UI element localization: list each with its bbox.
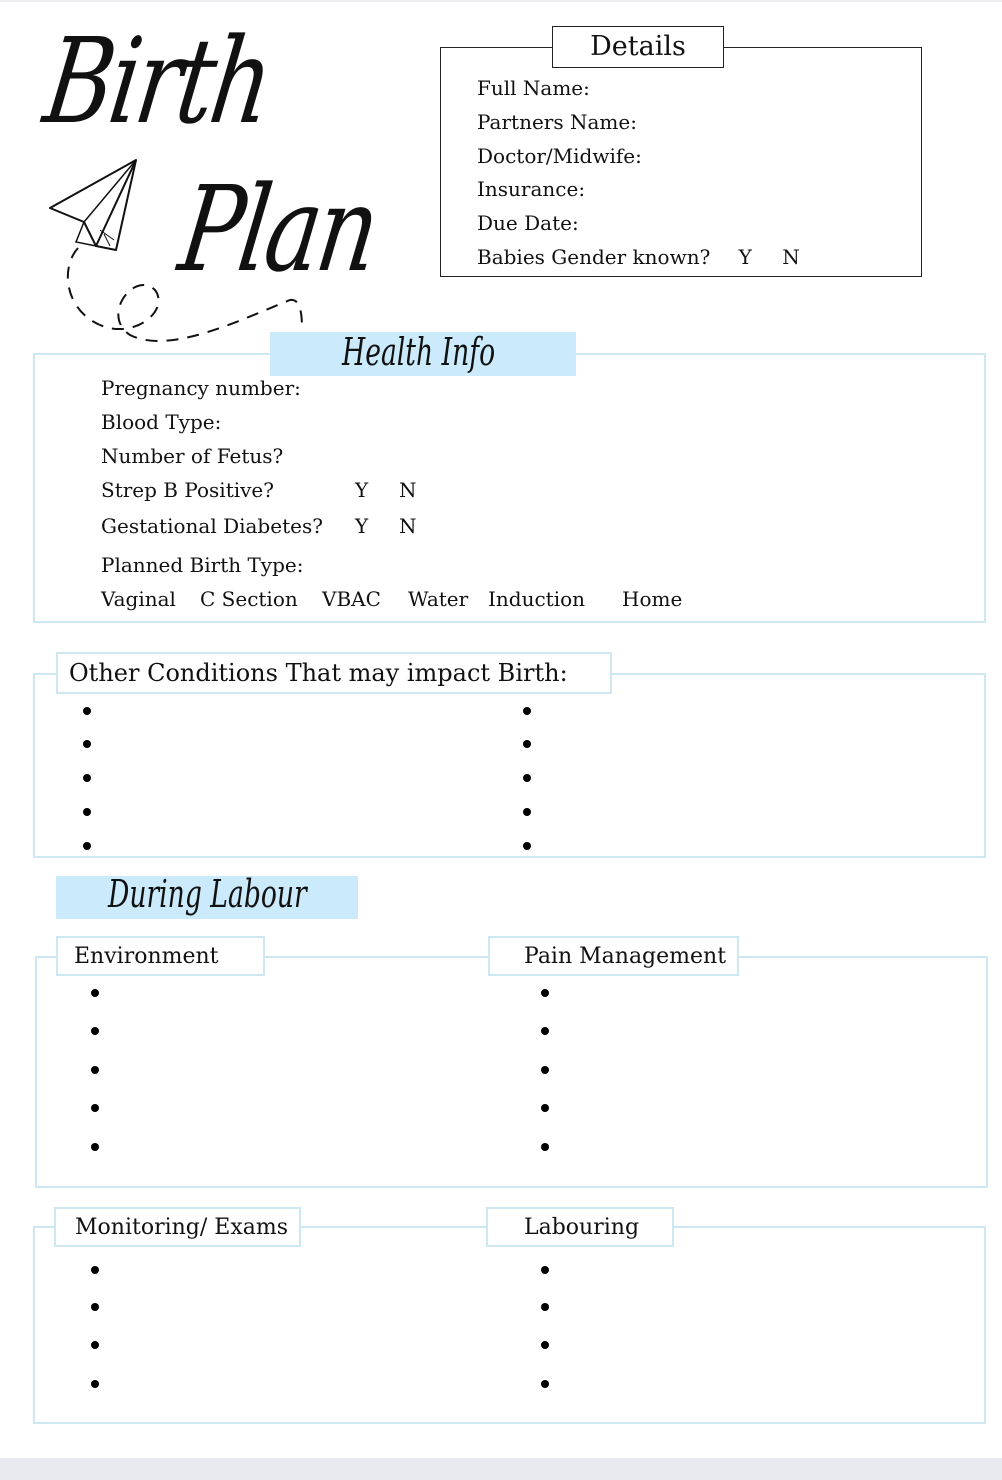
birth-type-vaginal[interactable]: Vaginal bbox=[101, 587, 176, 611]
details-heading: Details bbox=[552, 26, 724, 68]
bullet bbox=[541, 989, 549, 997]
page-bottom-edge bbox=[0, 1458, 1002, 1480]
bullet bbox=[541, 1266, 549, 1274]
bullet bbox=[83, 774, 91, 782]
bullet bbox=[91, 1027, 99, 1035]
gender-no-option[interactable]: N bbox=[782, 244, 800, 269]
other-conditions-box bbox=[33, 673, 986, 858]
strep-b-label: Strep B Positive? bbox=[101, 478, 274, 502]
bullet bbox=[83, 707, 91, 715]
paper-plane-icon bbox=[40, 150, 320, 350]
strep-b-no-option[interactable]: N bbox=[399, 478, 417, 502]
number-of-fetus-label: Number of Fetus? bbox=[101, 444, 284, 468]
bullet bbox=[541, 1380, 549, 1388]
bullet bbox=[91, 1380, 99, 1388]
diabetes-yes-option[interactable]: Y bbox=[355, 514, 369, 538]
bullet bbox=[91, 1143, 99, 1151]
pain-management-heading: Pain Management bbox=[488, 936, 739, 976]
due-date-label: Due Date: bbox=[477, 211, 579, 236]
bullet bbox=[541, 1143, 549, 1151]
bullet bbox=[541, 1303, 549, 1311]
birth-type-water[interactable]: Water bbox=[408, 587, 469, 611]
bullet bbox=[541, 1341, 549, 1349]
bullet bbox=[523, 707, 531, 715]
other-conditions-heading: Other Conditions That may impact Birth: bbox=[56, 652, 612, 694]
bullet bbox=[83, 842, 91, 850]
bullet bbox=[91, 1266, 99, 1274]
gestational-diabetes-label: Gestational Diabetes? bbox=[101, 514, 323, 538]
bullet bbox=[91, 1303, 99, 1311]
bullet bbox=[541, 1066, 549, 1074]
health-info-heading: Health Info bbox=[342, 330, 496, 374]
details-fields bbox=[477, 72, 800, 275]
planned-birth-type-label: Planned Birth Type: bbox=[101, 553, 304, 577]
monitoring-labouring-box bbox=[33, 1226, 986, 1424]
bullet bbox=[541, 1104, 549, 1112]
doctor-midwife-label: Doctor/Midwife: bbox=[477, 143, 642, 168]
blood-type-label: Blood Type: bbox=[101, 410, 222, 434]
bullet bbox=[523, 774, 531, 782]
environment-pain-box bbox=[35, 956, 988, 1188]
partners-name-label: Partners Name: bbox=[477, 109, 637, 134]
birth-type-vbac[interactable]: VBAC bbox=[322, 587, 381, 611]
labouring-heading: Labouring bbox=[486, 1207, 674, 1247]
strep-b-yes-option[interactable]: Y bbox=[355, 478, 369, 502]
title-plan: Plan bbox=[172, 160, 385, 298]
title-birth: Birth bbox=[37, 12, 279, 150]
gender-known-label: Babies Gender known? bbox=[477, 244, 711, 269]
bullet bbox=[83, 808, 91, 816]
environment-heading: Environment bbox=[56, 936, 265, 976]
bullet bbox=[541, 1027, 549, 1035]
page-top-edge bbox=[0, 0, 1002, 2]
bullet bbox=[91, 1104, 99, 1112]
diabetes-no-option[interactable]: N bbox=[399, 514, 417, 538]
bullet bbox=[523, 842, 531, 850]
bullet bbox=[523, 808, 531, 816]
monitoring-heading: Monitoring/ Exams bbox=[54, 1207, 301, 1247]
birth-type-home[interactable]: Home bbox=[622, 587, 683, 611]
during-labour-heading: During Labour bbox=[108, 872, 307, 916]
gender-yes-option[interactable]: Y bbox=[738, 244, 752, 269]
bullet bbox=[83, 740, 91, 748]
full-name-label: Full Name: bbox=[477, 76, 590, 100]
bullet bbox=[91, 1341, 99, 1349]
gender-known-row bbox=[477, 241, 800, 275]
bullet bbox=[91, 989, 99, 997]
pregnancy-number-label: Pregnancy number: bbox=[101, 376, 301, 400]
bullet bbox=[523, 740, 531, 748]
insurance-label: Insurance: bbox=[477, 177, 586, 202]
birth-type-c-section[interactable]: C Section bbox=[200, 587, 298, 611]
birth-type-induction[interactable]: Induction bbox=[488, 587, 586, 611]
bullet bbox=[91, 1066, 99, 1074]
